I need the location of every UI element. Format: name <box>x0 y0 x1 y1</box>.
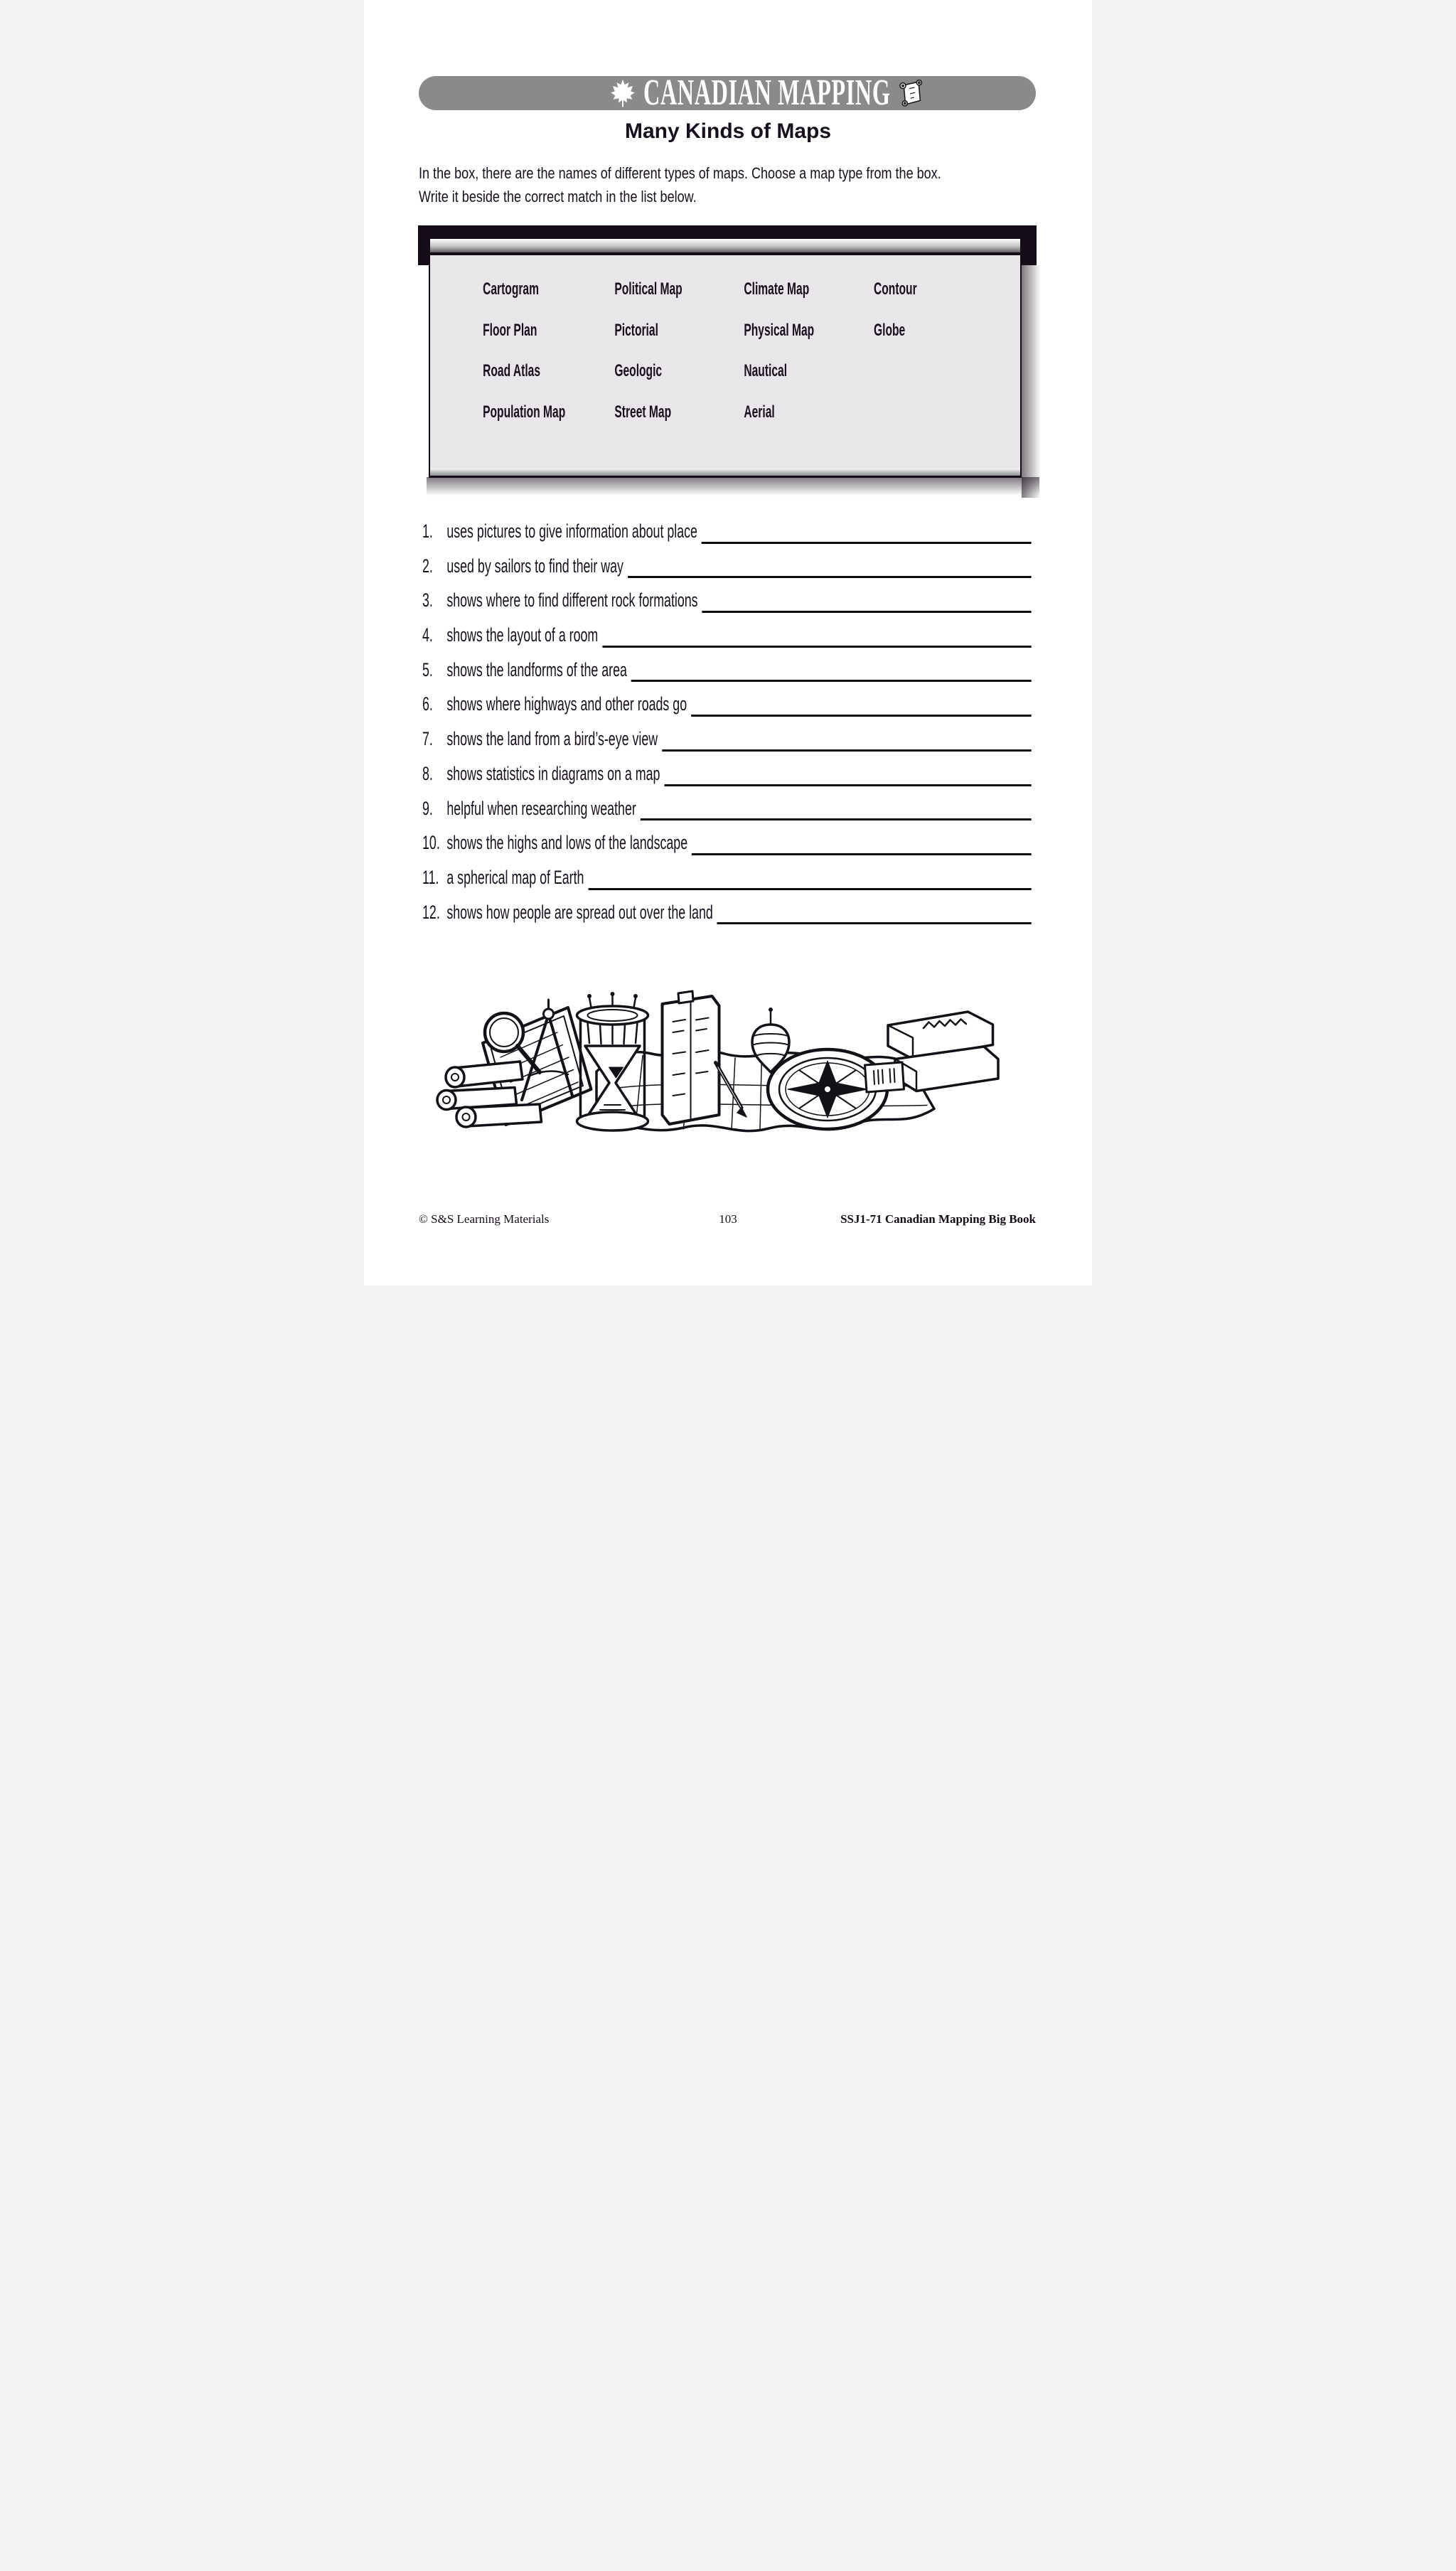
question-number: 12. <box>422 901 440 923</box>
question-number: 11. <box>422 866 439 888</box>
question-text: uses pictures to give information about place <box>446 520 697 542</box>
map-types-grid <box>430 255 985 433</box>
answer-blank-12[interactable] <box>717 922 1032 924</box>
page-footer <box>364 1209 1092 1230</box>
question-number: 9. <box>422 797 433 819</box>
question-text: shows the highs and lows of the landscape <box>446 832 688 854</box>
map-type: Political Map <box>614 279 682 299</box>
question-row <box>422 583 1032 618</box>
question-row <box>422 549 1032 584</box>
map-type: Aerial <box>744 402 775 422</box>
map-type: Floor Plan <box>483 320 537 340</box>
question-number: 3. <box>422 589 433 611</box>
header-banner <box>419 73 1036 113</box>
map-type: Cartogram <box>483 279 539 299</box>
answer-blank-6[interactable] <box>691 715 1032 717</box>
answer-blank-1[interactable] <box>702 542 1032 544</box>
banner-title: CANADIAN MAPPING <box>643 73 891 113</box>
map-type: Physical Map <box>744 320 815 340</box>
map-type: Street Map <box>614 402 672 422</box>
instructions <box>419 162 1060 208</box>
question-number: 2. <box>422 555 433 577</box>
wordbox-shadow-bottom <box>427 477 1039 496</box>
map-type: Population Map <box>483 402 566 422</box>
footer-page-number: 103 <box>719 1212 737 1226</box>
map-type <box>874 392 1022 433</box>
wordbox-top-bar <box>430 239 1020 255</box>
question-row <box>422 757 1032 791</box>
question-text: shows statistics in diagrams on a map <box>446 762 660 784</box>
question-text: shows where to find different rock formations <box>446 589 698 611</box>
page-title: Many Kinds of Maps <box>624 119 832 143</box>
question-number: 4. <box>422 624 433 646</box>
question-text: shows where highways and other roads go <box>446 693 687 715</box>
question-row <box>422 825 1032 860</box>
question-text: helpful when researching weather <box>446 797 636 819</box>
answer-blank-9[interactable] <box>641 818 1032 821</box>
worksheet-page <box>364 0 1092 1286</box>
wordbox-shadow-right <box>1022 265 1041 498</box>
map-type: Nautical <box>744 361 788 381</box>
footer-edition: SSJ1-71 Canadian Mapping Big Book <box>840 1212 1036 1226</box>
mapping-tools-illustration <box>429 983 1005 1139</box>
question-row <box>422 687 1032 722</box>
question-row <box>422 895 1032 930</box>
question-row <box>422 653 1032 688</box>
answer-blank-5[interactable] <box>631 680 1032 682</box>
question-row <box>422 722 1032 757</box>
question-number: 6. <box>422 693 433 715</box>
question-number: 8. <box>422 762 433 784</box>
question-number: 5. <box>422 658 433 680</box>
question-row <box>422 618 1032 653</box>
question-row <box>422 791 1032 826</box>
map-type: Climate Map <box>744 279 810 299</box>
question-text: shows the landforms of the area <box>446 658 627 680</box>
map-type: Geologic <box>614 361 663 381</box>
banner-title-wrap <box>643 73 891 113</box>
question-text: shows how people are spread out over the land <box>446 901 713 923</box>
map-type <box>874 351 1022 392</box>
question-number: 1. <box>422 520 433 542</box>
map-type: Globe <box>874 320 906 340</box>
question-row <box>422 514 1032 549</box>
question-text: shows the layout of a room <box>446 624 599 646</box>
map-types-box <box>429 239 1022 478</box>
answer-blank-10[interactable] <box>692 853 1032 855</box>
question-text: shows the land from a bird’s-eye view <box>446 728 658 750</box>
question-list <box>422 514 1032 929</box>
map-scroll-icon <box>899 77 924 109</box>
question-text: used by sailors to find their way <box>446 555 623 577</box>
question-number: 10. <box>422 832 440 854</box>
question-text: a spherical map of Earth <box>446 866 584 888</box>
answer-blank-3[interactable] <box>702 611 1032 613</box>
question-row <box>422 860 1032 895</box>
instructions-line-2: Write it beside the correct match in the list below. <box>419 187 697 205</box>
answer-blank-11[interactable] <box>588 888 1031 890</box>
map-type: Road Atlas <box>483 361 541 381</box>
footer-copyright: © S&S Learning Materials <box>419 1212 550 1226</box>
instructions-line-1: In the box, there are the names of different types of maps. Choose a map type from the box. <box>419 164 941 182</box>
answer-blank-2[interactable] <box>628 576 1032 578</box>
question-number: 7. <box>422 728 433 750</box>
answer-blank-7[interactable] <box>662 749 1032 752</box>
answer-blank-4[interactable] <box>602 646 1031 648</box>
map-type: Pictorial <box>614 320 658 340</box>
maple-leaf-icon <box>611 79 635 107</box>
answer-blank-8[interactable] <box>664 784 1031 786</box>
wordbox-bottom-bar <box>430 469 1020 478</box>
map-type: Contour <box>874 279 917 299</box>
